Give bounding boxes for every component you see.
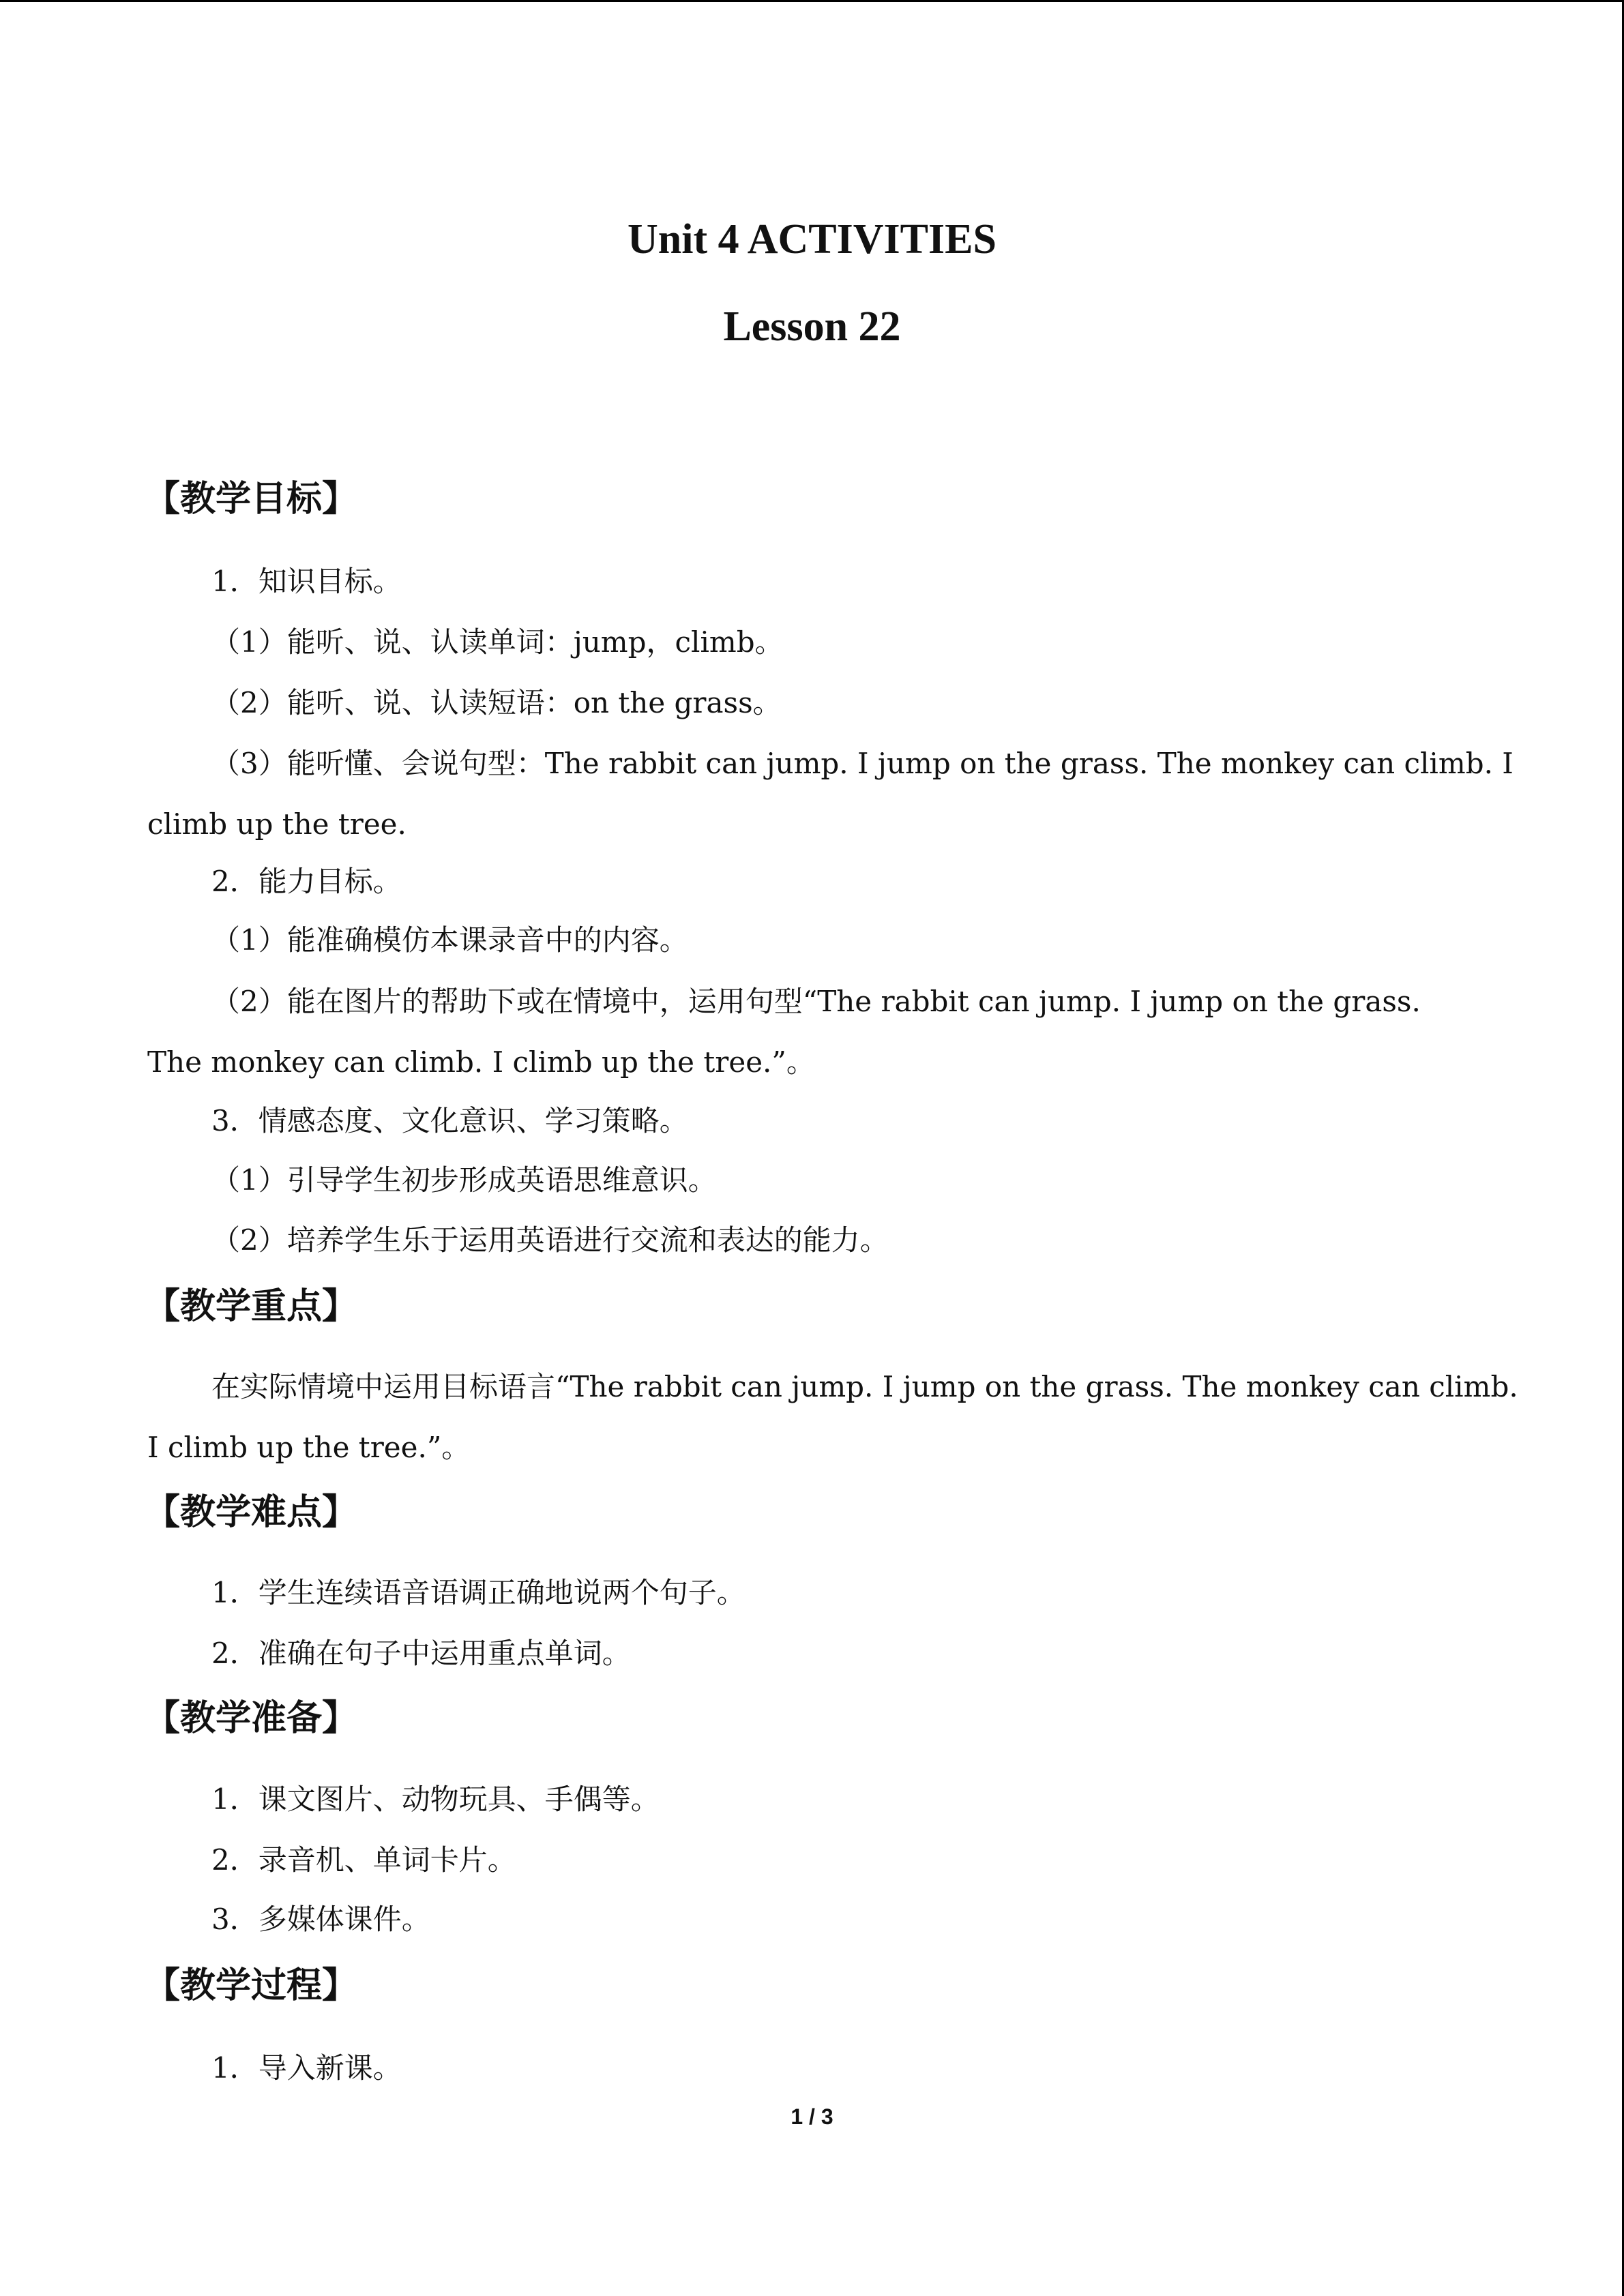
difficulties-line-1: 1．学生连续语音语调正确地说两个句子。 bbox=[211, 1576, 745, 1609]
objectives-line-3: （2）能听、说、认读短语：on the grass。 bbox=[211, 686, 782, 719]
page-number: 1 / 3 bbox=[791, 2104, 833, 2129]
objectives-line-5: 2．能力目标。 bbox=[211, 865, 402, 898]
preparation-line-3: 3．多媒体课件。 bbox=[211, 1903, 430, 1936]
preparation-line-2: 2．录音机、单词卡片。 bbox=[211, 1843, 516, 1877]
section-heading-key-points: 【教学重点】 bbox=[145, 1286, 358, 1327]
document-subtitle: Lesson 22 bbox=[723, 303, 901, 350]
objectives-line-4b: climb up the tree. bbox=[147, 807, 407, 841]
objectives-line-10: （2）培养学生乐于运用英语进行交流和表达的能力。 bbox=[211, 1223, 889, 1257]
key-points-line-1b: I climb up the tree.”。 bbox=[147, 1431, 471, 1464]
objectives-line-6: （1）能准确模仿本课录音中的内容。 bbox=[211, 923, 688, 957]
section-heading-process: 【教学过程】 bbox=[145, 1965, 358, 2006]
objectives-line-4a: （3）能听懂、会说句型：The rabbit can jump. I jump on the grass. The monkey can climb. I bbox=[211, 747, 1514, 780]
section-heading-difficulties: 【教学难点】 bbox=[145, 1492, 358, 1533]
document-title: Unit 4 ACTIVITIES bbox=[628, 216, 996, 263]
objectives-line-7a: （2）能在图片的帮助下或在情境中，运用句型“The rabbit can jump. I jump on the grass. bbox=[211, 985, 1421, 1018]
section-heading-objectives: 【教学目标】 bbox=[145, 479, 358, 520]
objectives-line-2: （1）能听、说、认读单词：jump，climb。 bbox=[211, 625, 784, 659]
objectives-line-9: （1）引导学生初步形成英语思维意识。 bbox=[211, 1163, 717, 1197]
process-line-1: 1．导入新课。 bbox=[211, 2051, 402, 2085]
section-heading-preparation: 【教学准备】 bbox=[145, 1698, 358, 1739]
objectives-line-7b: The monkey can climb. I climb up the tree.”。 bbox=[147, 1045, 815, 1079]
difficulties-line-2: 2．准确在句子中运用重点单词。 bbox=[211, 1637, 631, 1670]
objectives-line-1: 1．知识目标。 bbox=[211, 565, 402, 598]
preparation-line-1: 1．课文图片、动物玩具、手偶等。 bbox=[211, 1783, 660, 1816]
objectives-line-8: 3．情感态度、文化意识、学习策略。 bbox=[211, 1104, 688, 1137]
key-points-line-1a: 在实际情境中运用目标语言“The rabbit can jump. I jump on the grass. The monkey can climb. bbox=[211, 1370, 1518, 1403]
page-top-border bbox=[0, 0, 1624, 2]
